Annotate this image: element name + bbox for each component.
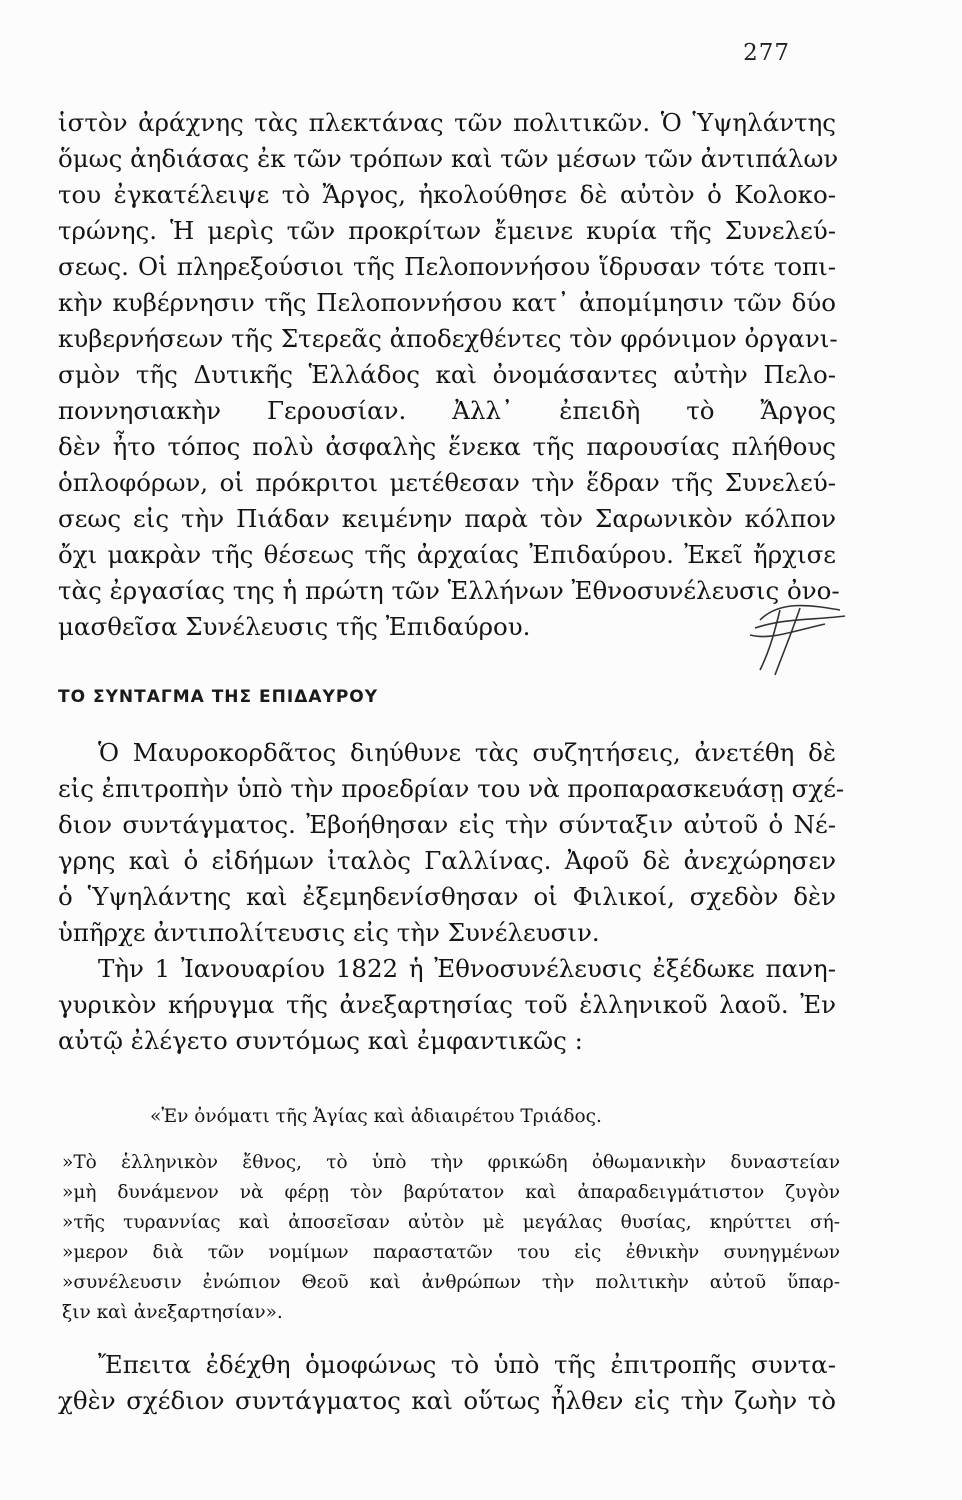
text-line: σμὸν τῆς Δυτικῆς Ἑλλάδος καὶ ὀνομάσαντες αὐτὴν Πελο-: [58, 360, 836, 389]
quote-line: »μερον διὰ τῶν νομίμων παραστατῶν του εἰς ἐθνικὴν συνηγμένων: [62, 1242, 840, 1263]
text-line: κυβερνήσεων τῆς Στερεᾶς ἀποδεχθέντες τὸν φρόνιμον ὀργανι-: [58, 324, 838, 353]
text-line: διον συντάγματος. Ἐβοήθησαν εἰς τὴν σύνταξιν αὐτοῦ ὁ Νέ-: [58, 810, 836, 839]
quote-line: ξιν καὶ ἀνεξαρτησίαν».: [62, 1302, 283, 1323]
quote-line: »συνέλευσιν ἐνώπιον Θεοῦ καὶ ἀνθρώπων τὴν πολιτικὴν αὐτοῦ ὕπαρ-: [62, 1272, 840, 1293]
text-line: ὁπλοφόρων, οἱ πρόκριτοι μετέθεσαν τὴν ἕδραν τῆς Συνελεύ-: [58, 468, 836, 497]
quote-line: »Τὸ ἑλληνικὸν ἔθνος, τὸ ὑπὸ τὴν φρικώδη ὀθωμανικὴν δυναστείαν: [62, 1152, 840, 1173]
text-line: αὐτῷ ἐλέγετο συντόμως καὶ ἐμφαντικῶς :: [58, 1026, 583, 1055]
text-line: ὅμως ἀηδιάσας ἐκ τῶν τρόπων καὶ τῶν μέσων τῶν ἀντιπάλων: [58, 144, 839, 173]
text-line: ὁ Ὑψηλάντης καὶ ἐξεμηδενίσθησαν οἱ Φιλικοί, σχεδὸν δὲν: [58, 882, 836, 911]
text-line: εἰς ἐπιτροπὴν ὑπὸ τὴν προεδρίαν του νὰ προπαρασκευάσῃ σχέ-: [58, 774, 845, 803]
text-line: Ἔπειτα ἐδέχθη ὁμοφώνως τὸ ὑπὸ τῆς ἐπιτροπῆς συντα-: [98, 1350, 836, 1379]
text-line: τρώνης. Ἡ μερὶς τῶν προκρίτων ἔμεινε κυρία τῆς Συνελεύ-: [58, 216, 836, 245]
text-line: χθὲν σχέδιον συντάγματος καὶ οὕτως ἦλθεν εἰς τὴν ζωὴν τὸ: [58, 1386, 836, 1415]
text-line: Ὁ Μαυροκορδᾶτος διηύθυνε τὰς συζητήσεις, ἀνετέθη δὲ: [98, 738, 836, 767]
page-number: 277: [743, 40, 790, 66]
text-line: Τὴν 1 Ἰανουαρίου 1822 ἡ Ἐθνοσυνέλευσις ἐξέδωκε πανη-: [98, 954, 836, 983]
quote-line: »τῆς τυραννίας καὶ ἀποσεῖσαν αὐτὸν μὲ μεγάλας θυσίας, κηρύττει σή-: [62, 1212, 840, 1233]
text-line: ἱστὸν ἀράχνης τὰς πλεκτάνας τῶν πολιτικῶν. Ὁ Ὑψηλάντης: [58, 108, 836, 137]
text-line: γρης καὶ ὁ εἰδήμων ἰταλὸς Γαλλίνας. Ἀφοῦ δὲ ἀνεχώρησεν: [58, 846, 836, 875]
text-line: του ἐγκατέλειψε τὸ Ἄργος, ἠκολούθησε δὲ αὐτὸν ὁ Κολοκο-: [58, 180, 836, 209]
text-line: ὄχι μακρὰν τῆς θέσεως τῆς ἀρχαίας Ἐπιδαύρου. Ἐκεῖ ἤρχισε: [58, 540, 836, 569]
text-line: ὑπῆρχε ἀντιπολίτευσις εἰς τὴν Συνέλευσιν.: [58, 918, 600, 947]
text-line: ποννησιακὴν Γερουσίαν. Ἀλλ᾽ ἐπειδὴ τὸ Ἄργος: [58, 396, 836, 425]
text-line: τὰς ἐργασίας της ἡ πρώτη τῶν Ἑλλήνων Ἐθνοσυνέλευσις ὀνο-: [58, 576, 840, 605]
text-line: κὴν κυβέρνησιν τῆς Πελοποννήσου κατ᾽ ἀπομίμησιν τῶν δύο: [58, 288, 836, 317]
text-line: γυρικὸν κήρυγμα τῆς ἀνεξαρτησίας τοῦ ἑλληνικοῦ λαοῦ. Ἐν: [58, 990, 836, 1019]
text-line: μασθεῖσα Συνέλευσις τῆς Ἐπιδαύρου.: [58, 612, 531, 641]
section-heading: ΤΟ ΣΥΝΤΑΓΜΑ ΤΗΣ ΕΠΙΔΑΥΡΟΥ: [58, 687, 379, 707]
text-line: σεως. Οἱ πληρεξούσιοι τῆς Πελοποννήσου ἵδρυσαν τότε τοπι-: [58, 252, 836, 281]
text-line: σεως εἰς τὴν Πιάδαν κειμένην παρὰ τὸν Σαρωνικὸν κόλπον: [58, 504, 836, 533]
quote-line: «Ἐν ὀνόματι τῆς Ἁγίας καὶ ἀδιαιρέτου Τριάδος.: [150, 1106, 602, 1127]
handwritten-mark-icon: [730, 580, 870, 680]
text-line: δὲν ἦτο τόπος πολὺ ἀσφαλὴς ἕνεκα τῆς παρουσίας πλήθους: [58, 432, 836, 461]
quote-line: »μὴ δυνάμενον νὰ φέρῃ τὸν βαρύτατον καὶ ἀπαραδειγμάτιστον ζυγὸν: [62, 1182, 840, 1203]
